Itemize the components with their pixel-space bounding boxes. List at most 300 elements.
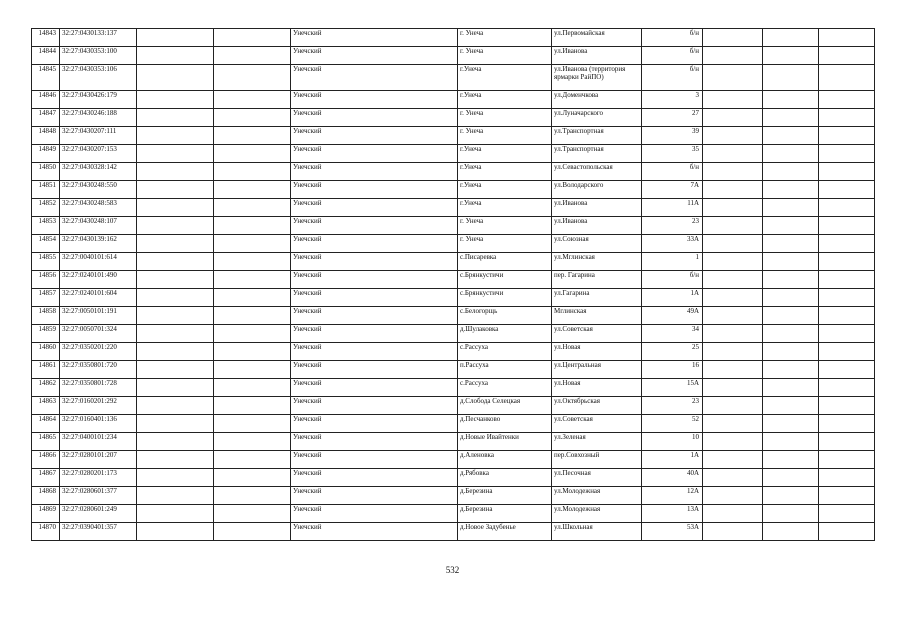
record-number-cell: 14847	[32, 109, 60, 127]
blank-cell	[214, 145, 291, 163]
settlement-cell: д.Березина	[458, 487, 552, 505]
blank-cell	[214, 109, 291, 127]
street-cell: ул.Мглинская	[552, 253, 642, 271]
table-row	[32, 505, 875, 523]
cadastral-number-cell: 32:27:0430248:550	[60, 181, 137, 199]
blank-cell	[703, 109, 763, 127]
street-cell: ул.Иванова (территория ярмарки РайПО)	[552, 65, 642, 91]
blank-cell	[214, 47, 291, 65]
blank-cell	[763, 109, 819, 127]
record-number-cell: 14844	[32, 47, 60, 65]
blank-cell	[763, 451, 819, 469]
settlement-cell: д.Шулаковка	[458, 325, 552, 343]
blank-cell	[763, 379, 819, 397]
building-number-cell: 39	[642, 127, 703, 145]
building-number-cell: б/н	[642, 163, 703, 181]
blank-cell	[214, 271, 291, 289]
cadastral-number-cell: 32:27:0430207:153	[60, 145, 137, 163]
blank-cell	[763, 505, 819, 523]
table-row	[32, 361, 875, 379]
blank-cell	[763, 199, 819, 217]
record-number-cell: 14862	[32, 379, 60, 397]
blank-cell	[703, 289, 763, 307]
district-cell: Унечский	[291, 523, 458, 541]
blank-cell	[763, 163, 819, 181]
cadastral-number-cell: 32:27:0280101:207	[60, 451, 137, 469]
blank-cell	[819, 65, 875, 91]
district-cell: Унечский	[291, 505, 458, 523]
table-row	[32, 289, 875, 307]
blank-cell	[819, 361, 875, 379]
record-number-cell: 14863	[32, 397, 60, 415]
blank-cell	[763, 271, 819, 289]
blank-cell	[137, 217, 214, 235]
blank-cell	[819, 415, 875, 433]
record-number-cell: 14845	[32, 65, 60, 91]
street-cell: ул.Октябрьская	[552, 397, 642, 415]
record-number-cell: 14853	[32, 217, 60, 235]
blank-cell	[137, 505, 214, 523]
district-cell: Унечский	[291, 397, 458, 415]
blank-cell	[763, 523, 819, 541]
building-number-cell: 7А	[642, 181, 703, 199]
blank-cell	[137, 235, 214, 253]
blank-cell	[703, 181, 763, 199]
register-table-container	[31, 28, 874, 541]
district-cell: Унечский	[291, 127, 458, 145]
district-cell: Унечский	[291, 487, 458, 505]
blank-cell	[819, 289, 875, 307]
blank-cell	[137, 127, 214, 145]
cadastral-number-cell: 32:27:0280601:249	[60, 505, 137, 523]
blank-cell	[763, 235, 819, 253]
blank-cell	[703, 29, 763, 47]
district-cell: Унечский	[291, 271, 458, 289]
table-row	[32, 235, 875, 253]
street-cell: ул.Молодежная	[552, 487, 642, 505]
settlement-cell: г. Унеча	[458, 109, 552, 127]
district-cell: Унечский	[291, 361, 458, 379]
street-cell: ул.Центральная	[552, 361, 642, 379]
table-row	[32, 127, 875, 145]
table-row	[32, 325, 875, 343]
record-number-cell: 14859	[32, 325, 60, 343]
cadastral-number-cell: 32:27:0430248:583	[60, 199, 137, 217]
blank-cell	[763, 361, 819, 379]
cadastral-number-cell: 32:27:0430353:106	[60, 65, 137, 91]
building-number-cell: б/н	[642, 65, 703, 91]
building-number-cell: б/н	[642, 29, 703, 47]
cadastral-number-cell: 32:27:0050701:324	[60, 325, 137, 343]
building-number-cell: 34	[642, 325, 703, 343]
district-cell: Унечский	[291, 433, 458, 451]
blank-cell	[703, 65, 763, 91]
settlement-cell: г. Унеча	[458, 127, 552, 145]
blank-cell	[214, 289, 291, 307]
table-row	[32, 47, 875, 65]
street-cell: ул.Первомайская	[552, 29, 642, 47]
table-row	[32, 217, 875, 235]
table-row	[32, 199, 875, 217]
record-number-cell: 14850	[32, 163, 60, 181]
blank-cell	[703, 325, 763, 343]
blank-cell	[819, 235, 875, 253]
blank-cell	[763, 127, 819, 145]
settlement-cell: с.Брянкустичи	[458, 271, 552, 289]
blank-cell	[703, 91, 763, 109]
blank-cell	[703, 451, 763, 469]
building-number-cell: 1А	[642, 451, 703, 469]
blank-cell	[137, 163, 214, 181]
blank-cell	[703, 145, 763, 163]
table-row	[32, 451, 875, 469]
cadastral-number-cell: 32:27:0350801:728	[60, 379, 137, 397]
settlement-cell: д.Новое Задубенье	[458, 523, 552, 541]
blank-cell	[763, 145, 819, 163]
record-number-cell: 14848	[32, 127, 60, 145]
blank-cell	[819, 433, 875, 451]
building-number-cell: 53А	[642, 523, 703, 541]
building-number-cell: б/н	[642, 47, 703, 65]
building-number-cell: 15А	[642, 379, 703, 397]
blank-cell	[137, 451, 214, 469]
district-cell: Унечский	[291, 379, 458, 397]
blank-cell	[703, 127, 763, 145]
district-cell: Унечский	[291, 469, 458, 487]
blank-cell	[763, 487, 819, 505]
blank-cell	[214, 433, 291, 451]
cadastral-number-cell: 32:27:0240101:490	[60, 271, 137, 289]
street-cell: пер. Гагарина	[552, 271, 642, 289]
blank-cell	[703, 163, 763, 181]
blank-cell	[703, 469, 763, 487]
street-cell: ул.Транспортная	[552, 127, 642, 145]
blank-cell	[703, 361, 763, 379]
blank-cell	[214, 163, 291, 181]
settlement-cell: д.Березина	[458, 505, 552, 523]
record-number-cell: 14866	[32, 451, 60, 469]
street-cell: ул.Школьная	[552, 523, 642, 541]
table-row	[32, 163, 875, 181]
cadastral-number-cell: 32:27:0430246:188	[60, 109, 137, 127]
record-number-cell: 14864	[32, 415, 60, 433]
building-number-cell: 13А	[642, 505, 703, 523]
cadastral-number-cell: 32:27:0350201:220	[60, 343, 137, 361]
blank-cell	[137, 433, 214, 451]
settlement-cell: с.Белогорщь	[458, 307, 552, 325]
blank-cell	[763, 29, 819, 47]
blank-cell	[763, 325, 819, 343]
record-number-cell: 14868	[32, 487, 60, 505]
cadastral-number-cell: 32:27:0040101:614	[60, 253, 137, 271]
blank-cell	[819, 487, 875, 505]
table-row	[32, 29, 875, 47]
blank-cell	[137, 379, 214, 397]
blank-cell	[137, 325, 214, 343]
district-cell: Унечский	[291, 163, 458, 181]
blank-cell	[214, 469, 291, 487]
blank-cell	[214, 523, 291, 541]
blank-cell	[819, 379, 875, 397]
record-number-cell: 14867	[32, 469, 60, 487]
blank-cell	[137, 181, 214, 199]
settlement-cell: г. Унеча	[458, 235, 552, 253]
cadastral-number-cell: 32:27:0430133:137	[60, 29, 137, 47]
record-number-cell: 14852	[32, 199, 60, 217]
blank-cell	[137, 289, 214, 307]
street-cell: ул.Новая	[552, 343, 642, 361]
blank-cell	[819, 325, 875, 343]
blank-cell	[703, 487, 763, 505]
district-cell: Унечский	[291, 307, 458, 325]
street-cell: ул.Доменчкова	[552, 91, 642, 109]
street-cell: ул.Новая	[552, 379, 642, 397]
record-number-cell: 14869	[32, 505, 60, 523]
blank-cell	[703, 253, 763, 271]
blank-cell	[819, 163, 875, 181]
building-number-cell: 1	[642, 253, 703, 271]
building-number-cell: 23	[642, 217, 703, 235]
blank-cell	[137, 271, 214, 289]
table-row	[32, 109, 875, 127]
blank-cell	[819, 253, 875, 271]
blank-cell	[214, 235, 291, 253]
blank-cell	[763, 397, 819, 415]
district-cell: Унечский	[291, 451, 458, 469]
district-cell: Унечский	[291, 29, 458, 47]
record-number-cell: 14860	[32, 343, 60, 361]
street-cell: ул.Зеленая	[552, 433, 642, 451]
street-cell: пер.Совхозный	[552, 451, 642, 469]
blank-cell	[137, 343, 214, 361]
record-number-cell: 14849	[32, 145, 60, 163]
table-row	[32, 271, 875, 289]
blank-cell	[214, 91, 291, 109]
street-cell: ул.Молодежная	[552, 505, 642, 523]
record-number-cell: 14854	[32, 235, 60, 253]
district-cell: Унечский	[291, 343, 458, 361]
table-body	[32, 29, 875, 541]
blank-cell	[763, 343, 819, 361]
settlement-cell: с.Брянкустичи	[458, 289, 552, 307]
building-number-cell: 49А	[642, 307, 703, 325]
blank-cell	[763, 415, 819, 433]
blank-cell	[819, 127, 875, 145]
blank-cell	[214, 397, 291, 415]
table-row	[32, 65, 875, 91]
record-number-cell: 14843	[32, 29, 60, 47]
blank-cell	[137, 469, 214, 487]
settlement-cell: д.Слобода Селецкая	[458, 397, 552, 415]
district-cell: Унечский	[291, 199, 458, 217]
table-row	[32, 487, 875, 505]
blank-cell	[819, 271, 875, 289]
blank-cell	[819, 397, 875, 415]
blank-cell	[137, 29, 214, 47]
street-cell: ул.Гагарина	[552, 289, 642, 307]
blank-cell	[819, 109, 875, 127]
blank-cell	[703, 235, 763, 253]
settlement-cell: г. Унеча	[458, 29, 552, 47]
record-number-cell: 14856	[32, 271, 60, 289]
building-number-cell: 23	[642, 397, 703, 415]
district-cell: Унечский	[291, 415, 458, 433]
settlement-cell: д.Песчанково	[458, 415, 552, 433]
blank-cell	[214, 361, 291, 379]
blank-cell	[819, 29, 875, 47]
settlement-cell: г.Унеча	[458, 145, 552, 163]
street-cell: ул.Иванова	[552, 217, 642, 235]
cadastral-number-cell: 32:27:0430426:179	[60, 91, 137, 109]
blank-cell	[214, 217, 291, 235]
blank-cell	[763, 469, 819, 487]
settlement-cell: д.Аленовка	[458, 451, 552, 469]
district-cell: Унечский	[291, 253, 458, 271]
district-cell: Унечский	[291, 217, 458, 235]
building-number-cell: 25	[642, 343, 703, 361]
blank-cell	[703, 307, 763, 325]
district-cell: Унечский	[291, 145, 458, 163]
settlement-cell: г.Унеча	[458, 181, 552, 199]
settlement-cell: г.Унеча	[458, 163, 552, 181]
blank-cell	[214, 253, 291, 271]
settlement-cell: с.Рассуха	[458, 379, 552, 397]
blank-cell	[763, 289, 819, 307]
blank-cell	[763, 181, 819, 199]
blank-cell	[819, 145, 875, 163]
blank-cell	[137, 415, 214, 433]
table-row	[32, 343, 875, 361]
record-number-cell: 14870	[32, 523, 60, 541]
district-cell: Унечский	[291, 65, 458, 91]
table-row	[32, 397, 875, 415]
cadastral-number-cell: 32:27:0350801:720	[60, 361, 137, 379]
blank-cell	[763, 47, 819, 65]
cadastral-number-cell: 32:27:0050101:191	[60, 307, 137, 325]
blank-cell	[819, 469, 875, 487]
blank-cell	[819, 91, 875, 109]
blank-cell	[763, 217, 819, 235]
settlement-cell: г.Унеча	[458, 91, 552, 109]
street-cell: ул.Севастопольская	[552, 163, 642, 181]
register-table	[31, 28, 875, 541]
street-cell: ул.Володарского	[552, 181, 642, 199]
cadastral-number-cell: 32:27:0160201:292	[60, 397, 137, 415]
building-number-cell: 10	[642, 433, 703, 451]
blank-cell	[214, 379, 291, 397]
table-row	[32, 181, 875, 199]
blank-cell	[137, 65, 214, 91]
record-number-cell: 14851	[32, 181, 60, 199]
building-number-cell: 52	[642, 415, 703, 433]
blank-cell	[137, 199, 214, 217]
settlement-cell: с.Писаревка	[458, 253, 552, 271]
blank-cell	[703, 47, 763, 65]
blank-cell	[137, 523, 214, 541]
settlement-cell: с.Рассуха	[458, 343, 552, 361]
blank-cell	[214, 343, 291, 361]
cadastral-number-cell: 32:27:0430248:107	[60, 217, 137, 235]
blank-cell	[214, 307, 291, 325]
building-number-cell: б/н	[642, 271, 703, 289]
cadastral-number-cell: 32:27:0280601:377	[60, 487, 137, 505]
district-cell: Унечский	[291, 289, 458, 307]
blank-cell	[137, 145, 214, 163]
cadastral-number-cell: 32:27:0240101:604	[60, 289, 137, 307]
blank-cell	[214, 505, 291, 523]
building-number-cell: 1А	[642, 289, 703, 307]
blank-cell	[763, 91, 819, 109]
blank-cell	[703, 415, 763, 433]
building-number-cell: 3	[642, 91, 703, 109]
building-number-cell: 12А	[642, 487, 703, 505]
settlement-cell: г. Унеча	[458, 47, 552, 65]
building-number-cell: 27	[642, 109, 703, 127]
record-number-cell: 14855	[32, 253, 60, 271]
blank-cell	[703, 397, 763, 415]
table-row	[32, 523, 875, 541]
building-number-cell: 35	[642, 145, 703, 163]
settlement-cell: д.Рябовка	[458, 469, 552, 487]
blank-cell	[819, 505, 875, 523]
district-cell: Унечский	[291, 109, 458, 127]
record-number-cell: 14865	[32, 433, 60, 451]
blank-cell	[703, 523, 763, 541]
blank-cell	[137, 487, 214, 505]
blank-cell	[214, 415, 291, 433]
district-cell: Унечский	[291, 235, 458, 253]
blank-cell	[819, 307, 875, 325]
record-number-cell: 14858	[32, 307, 60, 325]
blank-cell	[703, 199, 763, 217]
district-cell: Унечский	[291, 325, 458, 343]
street-cell: Мглинская	[552, 307, 642, 325]
blank-cell	[137, 307, 214, 325]
blank-cell	[703, 505, 763, 523]
building-number-cell: 40А	[642, 469, 703, 487]
blank-cell	[137, 109, 214, 127]
blank-cell	[703, 217, 763, 235]
record-number-cell: 14861	[32, 361, 60, 379]
blank-cell	[214, 325, 291, 343]
district-cell: Унечский	[291, 91, 458, 109]
blank-cell	[703, 433, 763, 451]
street-cell: ул.Союзная	[552, 235, 642, 253]
blank-cell	[819, 343, 875, 361]
cadastral-number-cell: 32:27:0430207:111	[60, 127, 137, 145]
blank-cell	[214, 487, 291, 505]
blank-cell	[214, 181, 291, 199]
cadastral-number-cell: 32:27:0390401:357	[60, 523, 137, 541]
blank-cell	[137, 397, 214, 415]
street-cell: ул.Иванова	[552, 47, 642, 65]
street-cell: ул.Луначарского	[552, 109, 642, 127]
cadastral-number-cell: 32:27:0400101:234	[60, 433, 137, 451]
street-cell: ул.Советская	[552, 325, 642, 343]
record-number-cell: 14846	[32, 91, 60, 109]
building-number-cell: 11А	[642, 199, 703, 217]
table-row	[32, 145, 875, 163]
table-row	[32, 415, 875, 433]
blank-cell	[819, 217, 875, 235]
record-number-cell: 14857	[32, 289, 60, 307]
blank-cell	[703, 343, 763, 361]
table-row	[32, 91, 875, 109]
blank-cell	[763, 433, 819, 451]
table-row	[32, 469, 875, 487]
street-cell: ул.Песочная	[552, 469, 642, 487]
blank-cell	[763, 65, 819, 91]
